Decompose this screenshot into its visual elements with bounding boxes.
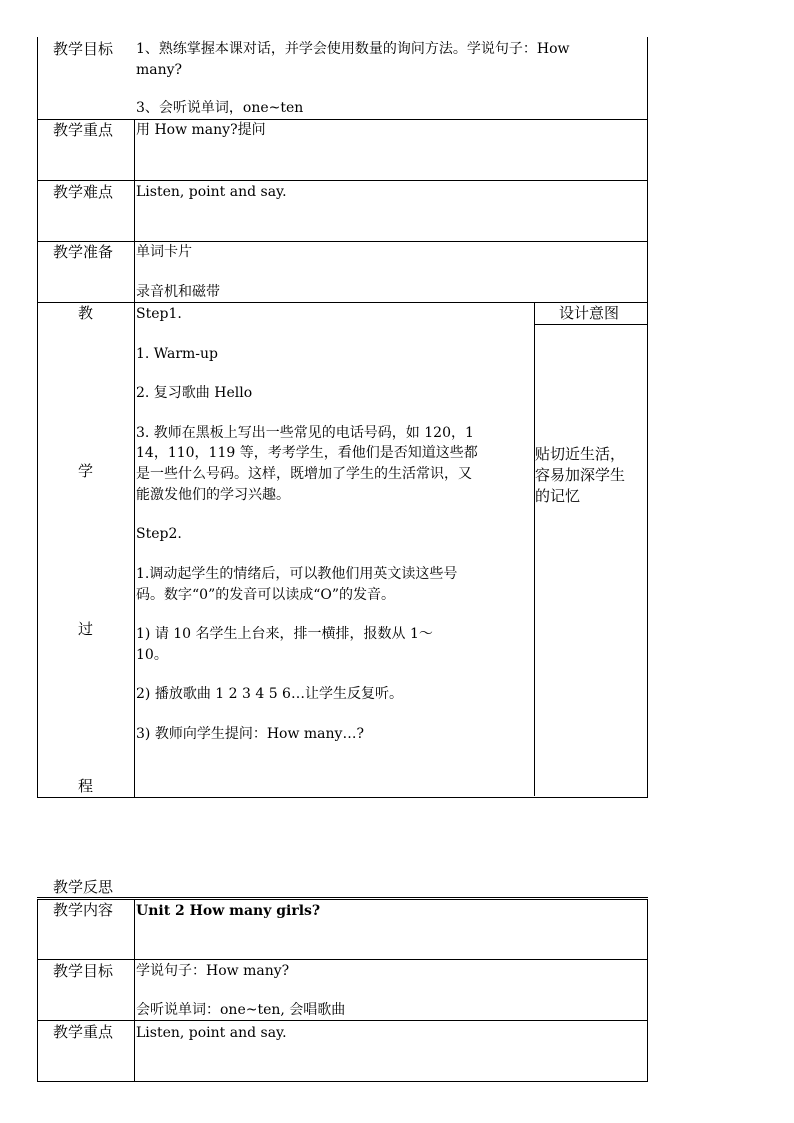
- key-points2-line-1: Listen, point and say.: [136, 1025, 287, 1041]
- preparation-label: 教学准备: [53, 243, 114, 261]
- preparation-line-2: 录音机和磁带: [136, 284, 220, 300]
- objectives-line-3: 3、会听说单词，one~ten: [136, 100, 304, 116]
- process-line: 2) 播放歌曲 1 2 3 4 5 6…让学生反复听。: [136, 686, 403, 702]
- design-intent-header: 设计意图: [559, 304, 620, 322]
- table2-label-divider: [134, 899, 135, 1082]
- process-line: 2. 复习歌曲 Hello: [136, 385, 253, 401]
- process-label-char: 教: [78, 304, 94, 322]
- process-line: 3. 教师在黑板上写出一些常见的电话号码，如 120，1: [136, 425, 474, 441]
- process-line: Step1.: [136, 306, 182, 322]
- difficulties-label: 教学难点: [53, 183, 114, 201]
- table1-design-divider: [534, 302, 535, 796]
- content-line-1: Unit 2 How many girls?: [136, 903, 321, 919]
- process-line: 10。: [136, 647, 168, 663]
- design-intent-line: 贴切近生活，: [535, 445, 626, 463]
- process-line: 14，110，119 等，考考学生，看他们是否知道这些都: [136, 445, 478, 461]
- table1-row-line: [37, 797, 648, 798]
- process-line: 1. Warm-up: [136, 346, 219, 362]
- table1-design-header-line: [534, 324, 648, 325]
- content-label: 教学内容: [53, 901, 114, 919]
- process-line: 3) 教师向学生提问：How many…?: [136, 726, 364, 742]
- key-points2-label: 教学重点: [53, 1023, 114, 1041]
- objectives-line-1: 1、熟练掌握本课对话，并学会使用数量的询问方法。学说句子：How: [136, 41, 570, 57]
- table2-left-border: [37, 899, 38, 1082]
- process-label-char: 学: [78, 462, 94, 480]
- table1-right-border: [647, 37, 648, 798]
- objectives2-line-1: 学说句子：How many?: [136, 963, 290, 979]
- process-line: 能激发他们的学习兴趣。: [136, 487, 290, 503]
- table1-row-line: [37, 302, 648, 303]
- preparation-line-1: 单词卡片: [136, 244, 192, 260]
- table1-label-divider: [134, 119, 135, 798]
- difficulties-line-1: Listen, point and say.: [136, 184, 287, 200]
- objectives-line-2: many?: [136, 62, 183, 78]
- process-line: 1) 请 10 名学生上台来，排一横排，报数从 1～: [136, 626, 433, 642]
- table2-row-line: [37, 959, 648, 960]
- process-label-char: 过: [78, 620, 94, 638]
- process-line: 码。数字“0”的发音可以读成“O”的发音。: [136, 587, 396, 603]
- table1-row-line: [37, 180, 648, 181]
- design-intent-line: 容易加深学生: [535, 466, 626, 484]
- table1-left-border: [37, 37, 38, 798]
- process-line: 1.调动起学生的情绪后，可以教他们用英文读这些号: [136, 566, 458, 582]
- table2-top-border: [37, 899, 648, 900]
- objectives-label: 教学目标: [53, 40, 114, 58]
- table2-bottom-border: [37, 1081, 648, 1082]
- process-line: 是一些什么号码。这样，既增加了学生的生活常识，又: [136, 466, 472, 482]
- process-label-char: 程: [78, 777, 94, 795]
- table1-bottom-border: [37, 897, 648, 898]
- reflection-label: 教学反思: [53, 878, 114, 896]
- key-points-label: 教学重点: [53, 121, 114, 139]
- table2-right-border: [647, 899, 648, 1082]
- objectives2-label: 教学目标: [53, 962, 114, 980]
- table1-row-line: [37, 241, 648, 242]
- key-points-line-1: 用 How many?提问: [136, 122, 266, 138]
- objectives2-line-2: 会听说单词：one~ten, 会唱歌曲: [136, 1002, 346, 1018]
- process-line: Step2.: [136, 526, 182, 542]
- design-intent-line: 的记忆: [535, 487, 581, 505]
- table2-row-line: [37, 1020, 648, 1021]
- table1-row-line: [37, 119, 648, 120]
